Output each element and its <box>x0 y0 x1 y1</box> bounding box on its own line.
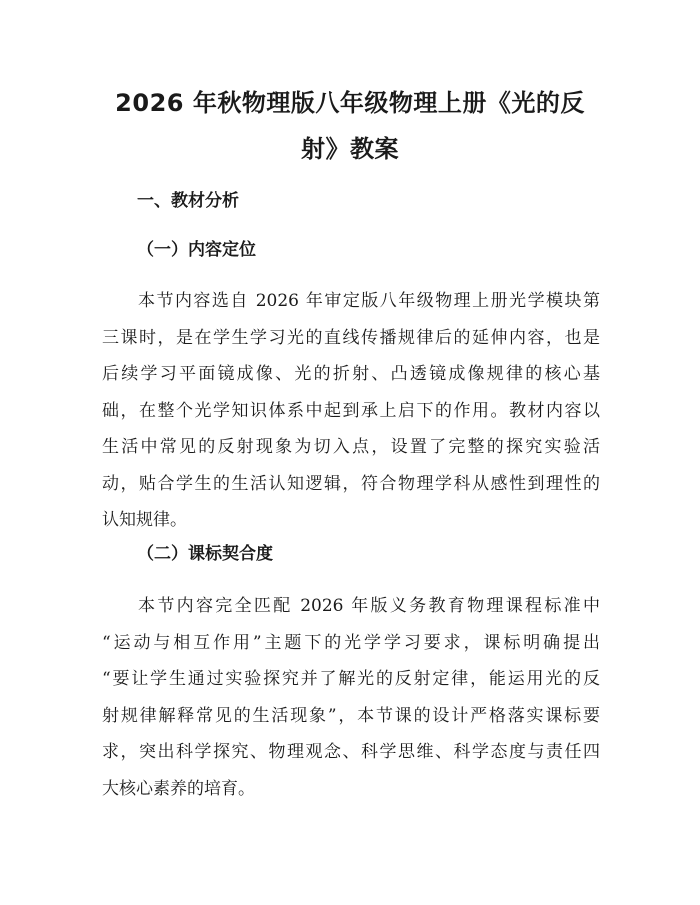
paragraph-line: 础，在整个光学知识体系中起到承上启下的作用。教材内容以 <box>102 400 600 421</box>
document-title-line-1: 2026 年秋物理版八年级物理上册《光的反 <box>115 89 585 117</box>
paragraph-content-positioning <box>102 283 600 539</box>
paragraph-line: “要让学生通过实验探究并了解光的反射定律，能运用光的反 <box>102 669 600 689</box>
paragraph-line: 本节内容完全匹配 2026 年版义务教育物理课程标准中 <box>138 596 600 616</box>
document-title-line-2: 射》教案 <box>301 135 399 163</box>
subsection-heading-curriculum-alignment: （二）课标契合度 <box>137 544 273 564</box>
paragraph-line: “运动与相互作用”主题下的光学学习要求，课标明确提出 <box>102 632 600 653</box>
paragraph-line: 射规律解释常见的生活现象”，本节课的设计严格落实课标要 <box>102 705 600 726</box>
paragraph-line: 认知规律。 <box>102 510 187 530</box>
paragraph-line: 本节内容选自 2026 年审定版八年级物理上册光学模块第 <box>138 291 600 311</box>
subsection-heading-content-positioning: （一）内容定位 <box>137 240 256 260</box>
section-heading-textbook-analysis: 一、教材分析 <box>137 191 239 211</box>
paragraph-curriculum-alignment <box>102 588 600 807</box>
paragraph-line: 三课时，是在学生学习光的直线传播规律后的延伸内容，也是 <box>102 327 600 348</box>
paragraph-line: 大核心素养的培育。 <box>102 778 255 799</box>
paragraph-line: 生活中常见的反射现象为切入点，设置了完整的探究实验活 <box>102 437 600 457</box>
paragraph-line: 求，突出科学探究、物理观念、科学思维、科学态度与责任四 <box>102 742 600 762</box>
paragraph-line: 动，贴合学生的生活认知逻辑，符合物理学科从感性到理性的 <box>102 473 600 494</box>
paragraph-line: 后续学习平面镜成像、光的折射、凸透镜成像规律的核心基 <box>102 364 600 384</box>
